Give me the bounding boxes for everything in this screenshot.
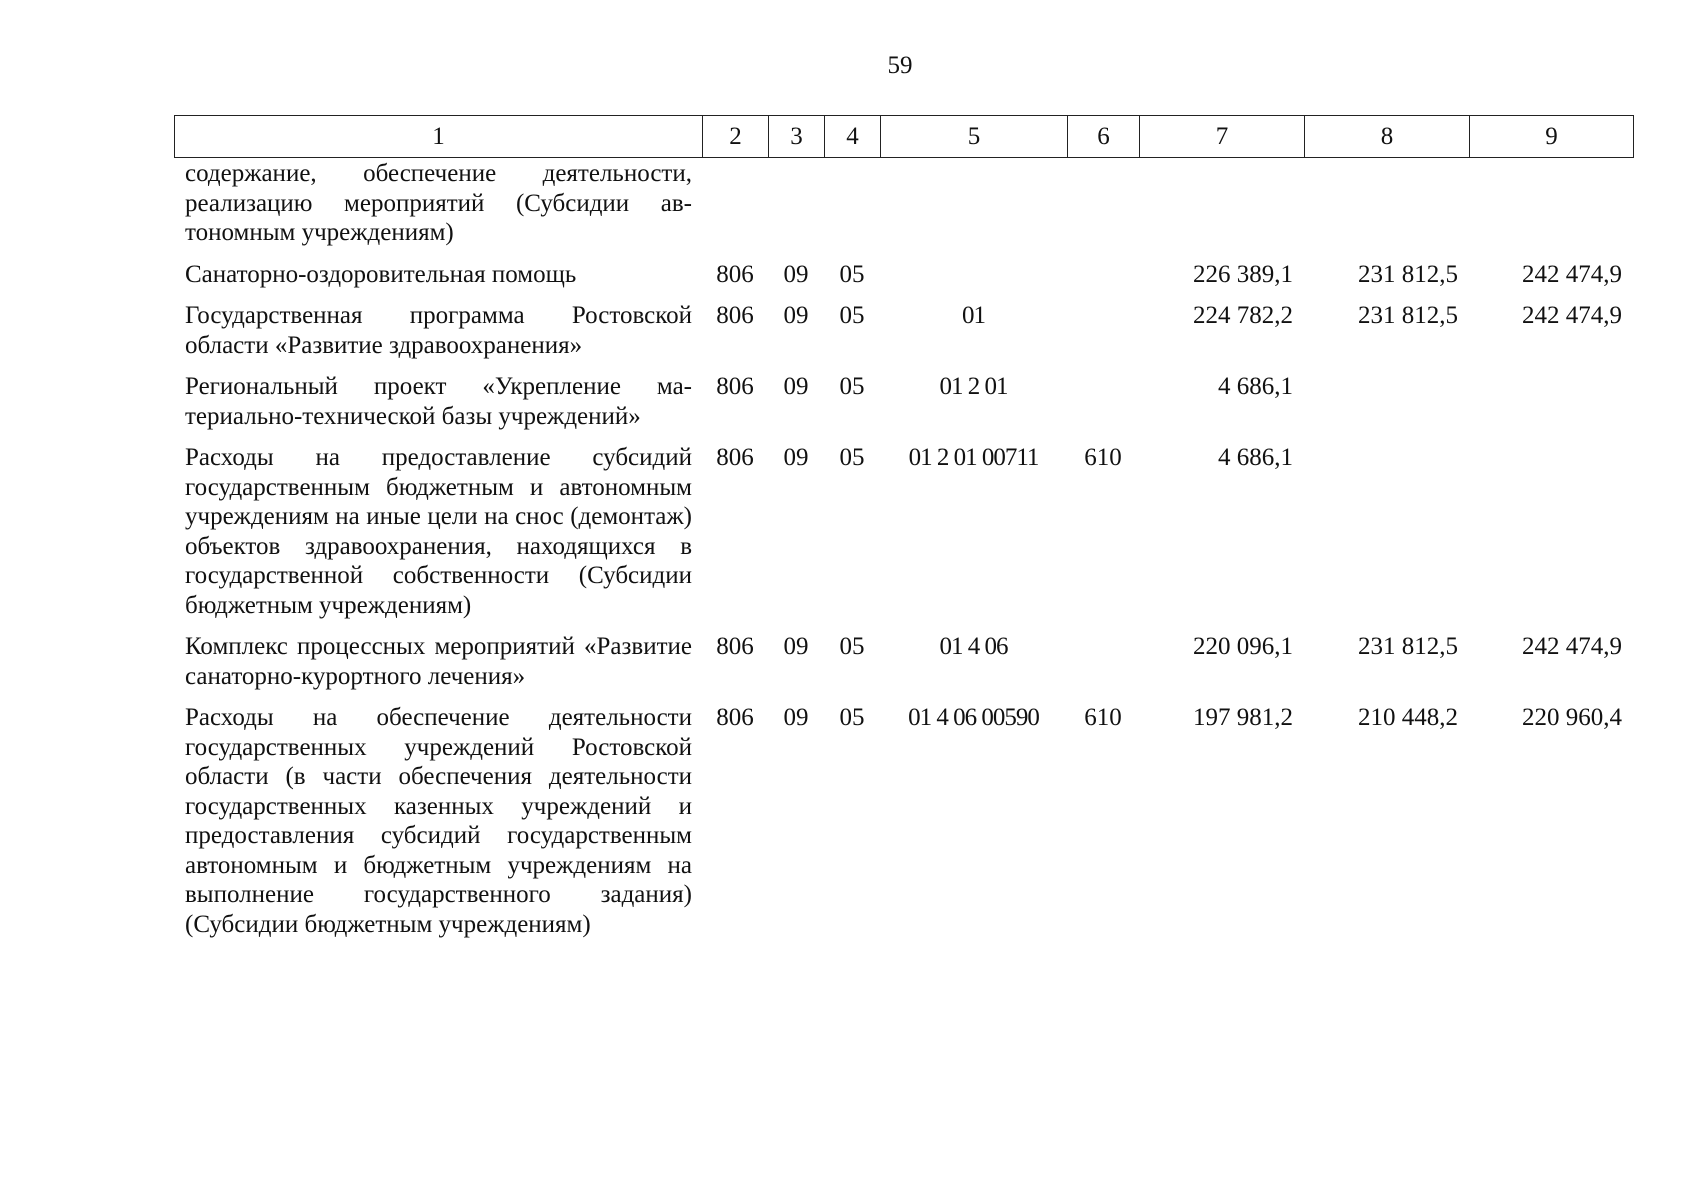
row-amount-year3: 220 960,4 — [1522, 704, 1622, 731]
row-ministry-code: 806 — [716, 444, 754, 471]
row-target-code — [880, 260, 1067, 302]
column-header-9: 9 — [1470, 116, 1634, 158]
column-header-7: 7 — [1140, 116, 1305, 158]
row-section-code: 09 — [783, 704, 809, 731]
row-amount-year3: 242 474,9 — [1522, 633, 1622, 660]
row-target-code: 01 2 01 00711 — [908, 444, 1039, 471]
row-section-code: 09 — [783, 302, 809, 329]
row-amount-year1: 220 096,1 — [1193, 633, 1293, 660]
row-name: Региональный проект «Укрепление материально-технической базы учреждений» — [185, 373, 692, 430]
row-ministry-code: 806 — [716, 704, 754, 731]
row-ministry-code — [702, 159, 768, 260]
column-header-2: 2 — [703, 116, 769, 158]
row-expense-type: 610 — [1084, 444, 1122, 471]
row-target-code: 01 2 01 — [939, 373, 1008, 400]
row-target-code: 01 4 06 — [939, 633, 1008, 660]
row-amount-year2 — [1304, 443, 1469, 632]
table-row — [174, 301, 1633, 372]
row-amount-year1: 4 686,1 — [1218, 373, 1293, 400]
row-subsection-code: 05 — [839, 260, 865, 288]
row-ministry-code: 806 — [716, 260, 754, 288]
row-expense-type: 610 — [1084, 704, 1122, 731]
budget-table — [174, 159, 1633, 951]
table-row — [174, 260, 1633, 302]
column-header-3: 3 — [769, 116, 825, 158]
table-row — [174, 159, 1633, 260]
row-name: Комплекс процессных мероприятий «Развитие санаторно-курортного лечения» — [185, 633, 692, 690]
column-header-6: 6 — [1068, 116, 1140, 158]
row-expense-type — [1067, 159, 1139, 260]
column-header-4: 4 — [825, 116, 881, 158]
row-subsection-code: 05 — [839, 302, 865, 329]
row-subsection-code: 05 — [839, 444, 865, 471]
row-amount-year3 — [1469, 443, 1633, 632]
row-amount-year3: 242 474,9 — [1522, 260, 1622, 288]
row-target-code: 01 — [962, 302, 985, 329]
row-expense-type — [1067, 301, 1139, 372]
table-row — [174, 703, 1633, 951]
row-target-code: 01 4 06 00590 — [908, 704, 1039, 731]
row-amount-year1 — [1139, 159, 1304, 260]
column-header-1: 1 — [175, 116, 703, 158]
table-row — [174, 443, 1633, 632]
row-name: Государственная программа Ростовской области «Развитие здравоохранения» — [185, 302, 692, 359]
row-amount-year2 — [1304, 372, 1469, 443]
row-expense-type — [1067, 372, 1139, 443]
header-row — [175, 116, 1634, 158]
row-ministry-code: 806 — [716, 373, 754, 400]
row-name: содержание, обеспечение деятельности, реализацию мероприятий (Субсидии автономным учреждениям) — [185, 160, 692, 246]
row-amount-year1: 226 389,1 — [1193, 260, 1293, 288]
row-target-code — [880, 159, 1067, 260]
row-section-code: 09 — [783, 444, 809, 471]
row-subsection-code — [824, 159, 880, 260]
row-subsection-code: 05 — [839, 704, 865, 731]
row-ministry-code: 806 — [716, 633, 754, 660]
row-amount-year3 — [1469, 372, 1633, 443]
row-amount-year2: 231 812,5 — [1358, 633, 1458, 660]
row-name: Санаторно-оздоровительная помощь — [185, 260, 577, 288]
row-subsection-code: 05 — [839, 633, 865, 660]
row-section-code — [768, 159, 824, 260]
row-amount-year1: 224 782,2 — [1193, 302, 1293, 329]
row-ministry-code: 806 — [716, 302, 754, 329]
row-name: Расходы на обеспечение деятельности государственных учреждений Ростовской области (в части обеспечения деятельности государственных казенных учреждений и предоставления субсидий государственным автономным и бюджетным учреждениям на выполнение государственного задания) (Субсидии бюджетным учреждениям) — [185, 704, 692, 938]
page-number: 59 — [887, 52, 913, 79]
row-amount-year1: 4 686,1 — [1218, 444, 1293, 471]
row-expense-type — [1067, 260, 1139, 302]
row-section-code: 09 — [783, 373, 809, 400]
table-header — [174, 115, 1634, 158]
row-section-code: 09 — [783, 633, 809, 660]
table-row — [174, 632, 1633, 703]
column-header-8: 8 — [1305, 116, 1470, 158]
row-amount-year2: 231 812,5 — [1358, 302, 1458, 329]
row-section-code: 09 — [783, 260, 809, 288]
row-amount-year2 — [1304, 159, 1469, 260]
column-header-5: 5 — [881, 116, 1068, 158]
row-amount-year2: 210 448,2 — [1358, 704, 1458, 731]
row-amount-year3 — [1469, 159, 1633, 260]
row-amount-year3: 242 474,9 — [1522, 302, 1622, 329]
row-subsection-code: 05 — [839, 373, 865, 400]
row-amount-year2: 231 812,5 — [1358, 260, 1458, 288]
row-amount-year1: 197 981,2 — [1193, 704, 1293, 731]
row-name: Расходы на предоставление субсидий государственным бюджетным и автономным учреждениям на иные цели на снос (демонтаж) объектов здравоохранения, находящихся в государственной собственности (Субсидии бюджетным учреждениям) — [185, 444, 692, 619]
row-expense-type — [1067, 632, 1139, 703]
table-row — [174, 372, 1633, 443]
